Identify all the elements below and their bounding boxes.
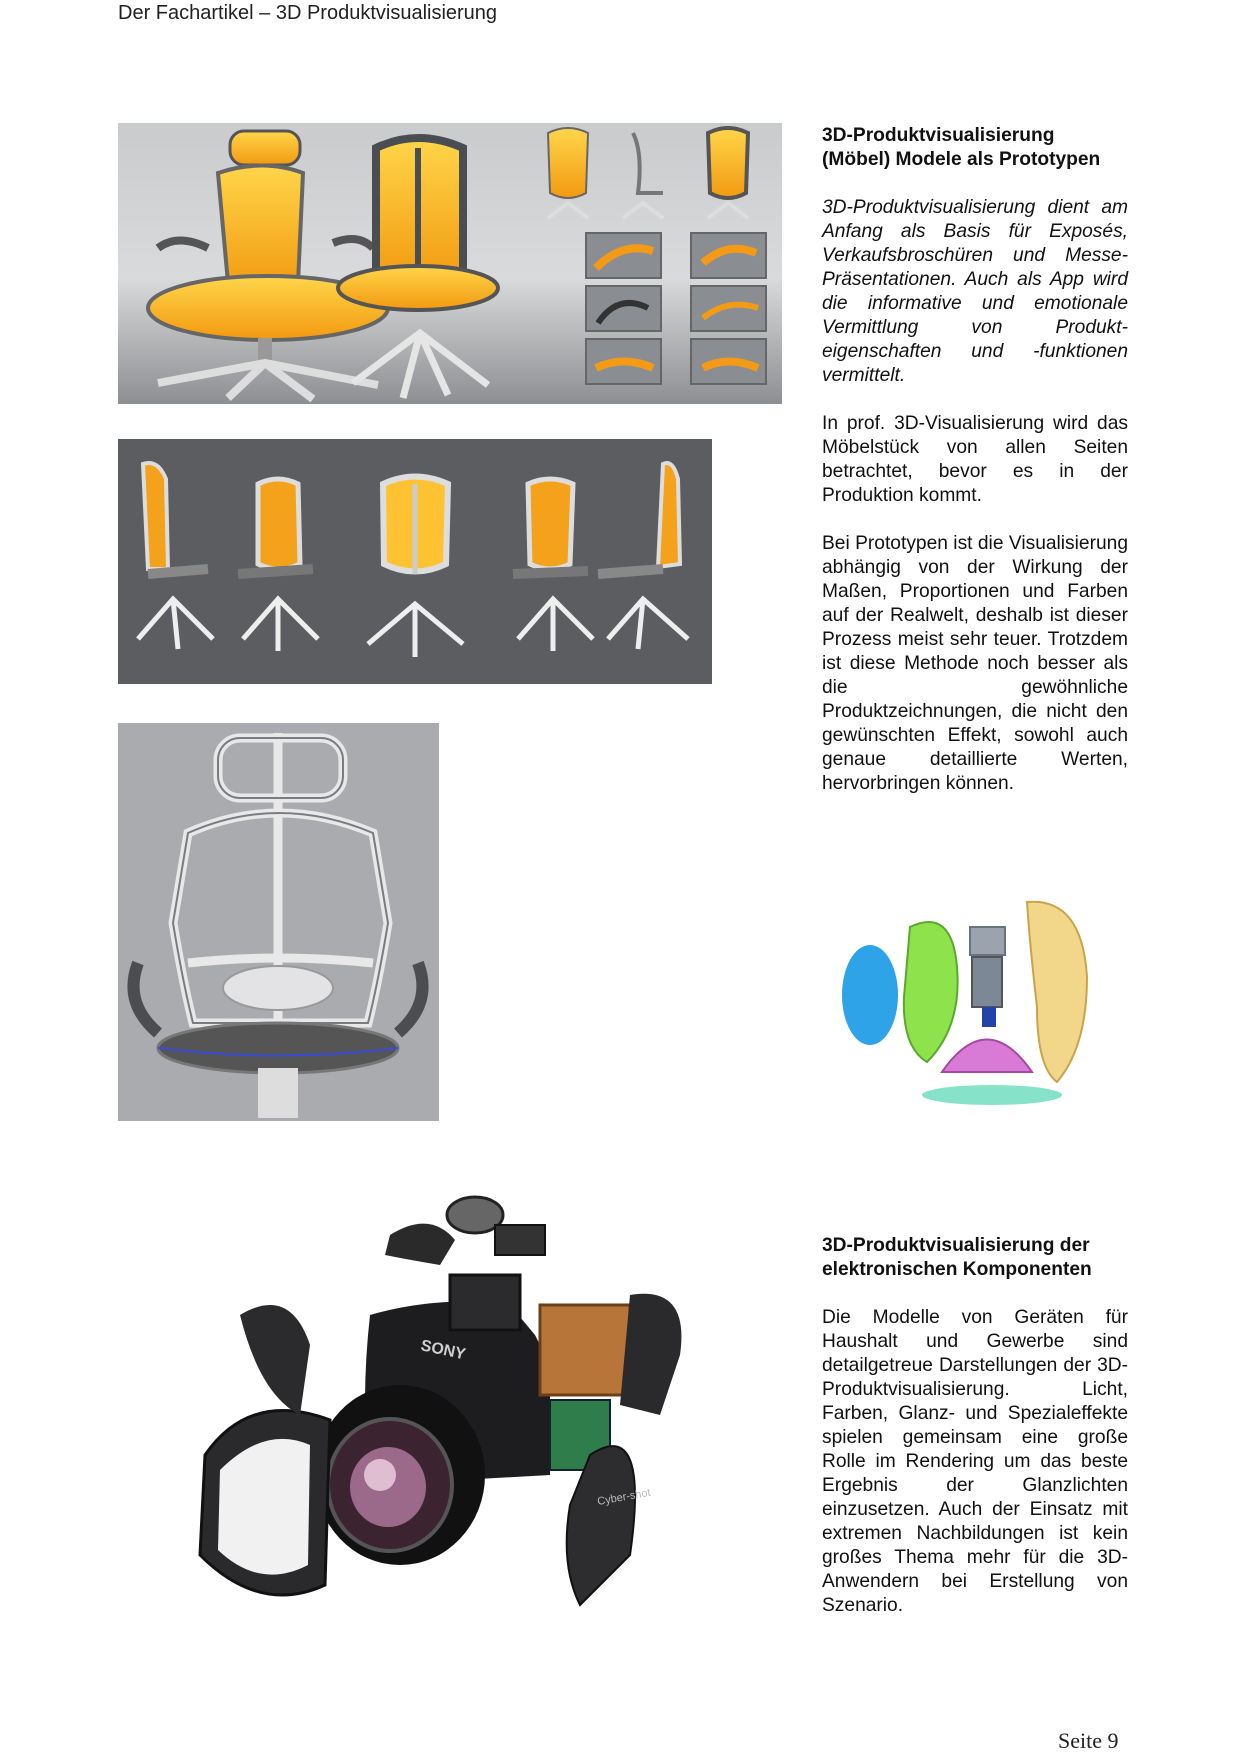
mint-ring-part	[922, 1085, 1062, 1105]
paragraph-intro: 3D-Produktvisualisierung dient am Anfang als Basis für Exposés, Verkaufsbroschüren und Messe-Präsentationen. Auch als App wird die informative und emotionale Vermittlung von Produkt-eigenschaften und -funktionen vermittelt.	[822, 197, 1128, 386]
camera-side-label: Cyber-shot	[596, 1486, 652, 1508]
chair-rotation-views-image	[118, 439, 712, 684]
page-number: Seite 9	[1058, 1728, 1119, 1753]
section-moebel-heading: 3D-Produktvisualisierung (Möbel) Modele als Prototypen	[822, 125, 1101, 170]
paragraph-views: In prof. 3D-Visualisierung wird das Möbelstück von allen Seiten betrachtet, bevor es in der Produktion kommt.	[822, 413, 1128, 506]
paragraph-electronics: Die Modelle von Geräten für Haushalt und Gewerbe sind detailgetreue Darstellungen der 3D-Produktvisualisierung. Licht, Farben, Glanz- und Spezialeffekte spielen gemeinsam eine große Rolle im Rendering um das beste Ergebnis der Glanzlichten einzusetzen. Auch der Einsatz mit extremen Nachbildungen ist kein großes Thema mehr für die 3D-Anwendern bei Erstellung von Szenario.	[822, 1307, 1128, 1616]
chair-cad-front-image	[118, 723, 439, 1121]
running-header: Der Fachartikel – 3D Produktvisualisierung	[118, 2, 498, 24]
chair-render-collage-image	[118, 123, 782, 404]
exploded-camera-image	[190, 1185, 760, 1620]
section-moebel-text	[822, 124, 1128, 796]
camera-brand-label: SONY	[419, 1337, 468, 1364]
paragraph-prototypes: Bei Prototypen ist die Visualisierung abhängig von der Wirkung der Maßen, Proportionen und Farben auf der Realwelt, deshalb ist dieser Prozess meist sehr teuer. Trotzdem ist diese Methode noch besser als die gewöhnliche Produktzeichnungen, die nicht den gewünschten Effekt, sowohl auch genaue detaillierte Werten, hervorbringen können.	[822, 533, 1128, 794]
section-elektronik-text	[822, 1234, 1128, 1618]
blue-shell-part	[842, 945, 898, 1045]
exploded-product-parts-image	[832, 887, 1112, 1112]
circuit-board-part	[540, 1305, 630, 1395]
section-elektronik-heading: 3D-Produktvisualisierung der elektronischen Komponenten	[822, 1235, 1092, 1280]
